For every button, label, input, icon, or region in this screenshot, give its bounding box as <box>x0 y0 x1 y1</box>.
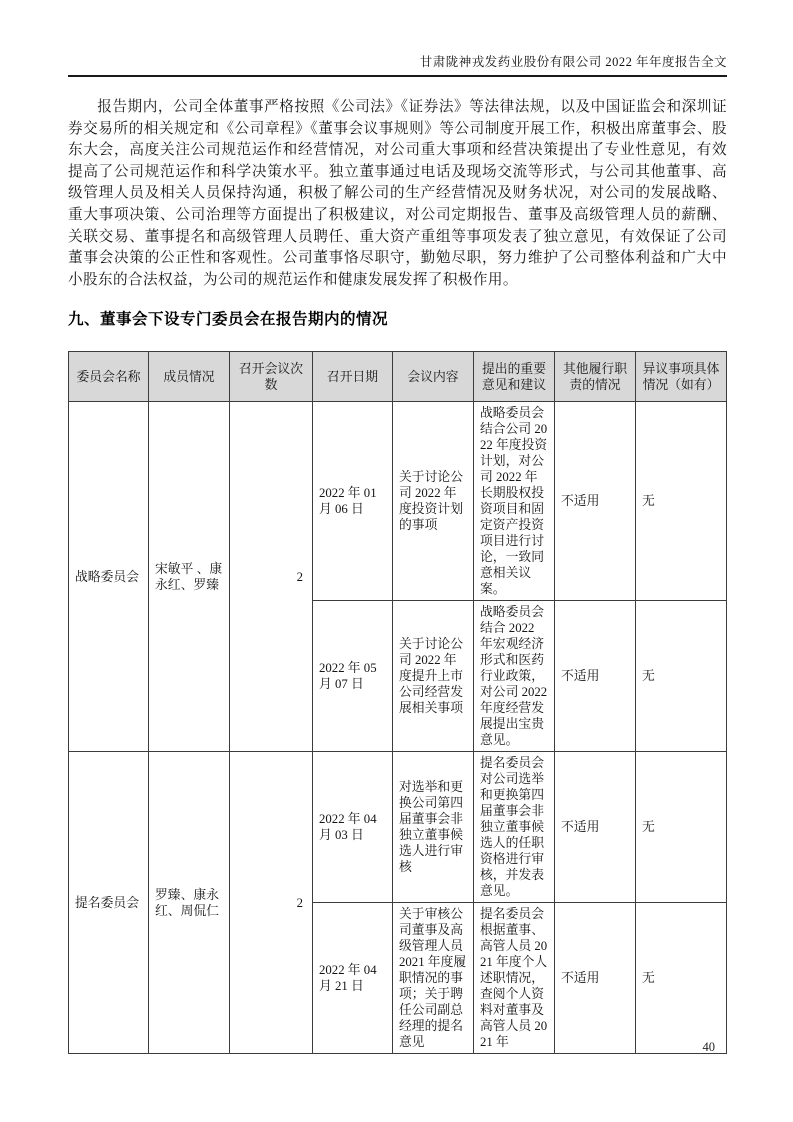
committee-members: 罗臻、康永红、周侃仁 <box>149 752 230 1054</box>
meeting-opinions: 提名委员会对公司选举和更换第四届董事会非独立董事候选人的任职资格进行审核，并发表意见。 <box>474 752 555 903</box>
meeting-objections: 无 <box>636 601 727 752</box>
header-opinions: 提出的重要意见和建议 <box>474 352 555 402</box>
header-rule <box>68 75 727 77</box>
header-meeting-count: 召开会议次数 <box>230 352 313 402</box>
meeting-objections: 无 <box>636 903 727 1054</box>
meeting-other-duties: 不适用 <box>555 601 636 752</box>
header-objections: 异议事项具体情况（如有） <box>636 352 727 402</box>
header-meeting-date: 召开日期 <box>313 352 393 402</box>
table-header-row <box>69 352 727 402</box>
meeting-content: 关于审核公司董事及高级管理人员 2021 年度履职情况的事项；关于聘任公司副总经理的提名意见 <box>393 903 474 1054</box>
meeting-objections: 无 <box>636 752 727 903</box>
committee-name: 战略委员会 <box>69 402 149 752</box>
meeting-other-duties: 不适用 <box>555 402 636 601</box>
table-row <box>69 752 727 903</box>
meeting-opinions: 战略委员会结合 2022 年宏观经济形式和医药行业政策，对公司 2022 年度经营发展提出宝贵意见。 <box>474 601 555 752</box>
meeting-content: 关于讨论公司 2022 年度提升上市公司经营发展相关事项 <box>393 601 474 752</box>
meeting-other-duties: 不适用 <box>555 752 636 903</box>
meeting-content: 对选举和更换公司第四届董事会非独立董事候选人进行审核 <box>393 752 474 903</box>
committee-meetings-table <box>68 351 727 1054</box>
header-committee-name: 委员会名称 <box>69 352 149 402</box>
committee-name: 提名委员会 <box>69 752 149 1054</box>
meeting-opinions: 战略委员会结合公司 2022 年度投资计划，对公司 2022 年长期股权投资项目和固定资产投资项目进行讨论，一致同意相关议案。 <box>474 402 555 601</box>
meeting-date: 2022 年 04 月 21 日 <box>313 903 393 1054</box>
meeting-objections: 无 <box>636 402 727 601</box>
committee-meeting-count: 2 <box>230 402 313 752</box>
section-title: 九、董事会下设专门委员会在报告期内的情况 <box>68 311 389 329</box>
table-row <box>69 402 727 601</box>
meeting-date: 2022 年 01 月 06 日 <box>313 402 393 601</box>
header-meeting-content: 会议内容 <box>393 352 474 402</box>
page-header: 甘肃陇神戎发药业股份有限公司 2022 年年度报告全文 <box>419 55 727 69</box>
header-other-duties: 其他履行职责的情况 <box>555 352 636 402</box>
committee-members: 宋敏平 、康永红、罗臻 <box>149 402 230 752</box>
meeting-opinions: 提名委员会根据董事、高管人员 2021 年度个人述职情况，查阅个人资料对董事及高管人员 2021 年 <box>474 903 555 1054</box>
meeting-other-duties: 不适用 <box>555 903 636 1054</box>
meeting-content: 关于讨论公司 2022 年度投资计划的事项 <box>393 402 474 601</box>
page-number: 40 <box>702 1040 715 1054</box>
meeting-date: 2022 年 05 月 07 日 <box>313 601 393 752</box>
board-duties-paragraph: 报告期内，公司全体董事严格按照《公司法》《证券法》等法律法规，以及中国证监会和深圳证券交易所的相关规定和《公司章程》《董事会议事规则》等公司制度开展工作，积极出席董事会、股东大会，高度关注公司规范运作和经营情况，对公司重大事项和经营决策提出了专业性意见，有效提高了公司规范运作和科学决策水平。独立董事通过电话及现场交流等形式，与公司其他董事、高级管理人员及相关人员保持沟通，积极了解公司的生产经营情况及财务状况，对公司的发展战略、重大事项决策、公司治理等方面提出了积极建议，对公司定期报告、董事及高级管理人员的薪酬、关联交易、董事提名和高级管理人员聘任、重大资产重组等事项发表了独立意见，有效保证了公司董事会决策的公正性和客观性。公司董事恪尽职守，勤勉尽职，努力维护了公司整体利益和广大中小股东的合法权益，为公司的规范运作和健康发展发挥了积极作用。 <box>68 99 727 288</box>
header-members: 成员情况 <box>149 352 230 402</box>
committee-meeting-count: 2 <box>230 752 313 1054</box>
meeting-date: 2022 年 04 月 03 日 <box>313 752 393 903</box>
